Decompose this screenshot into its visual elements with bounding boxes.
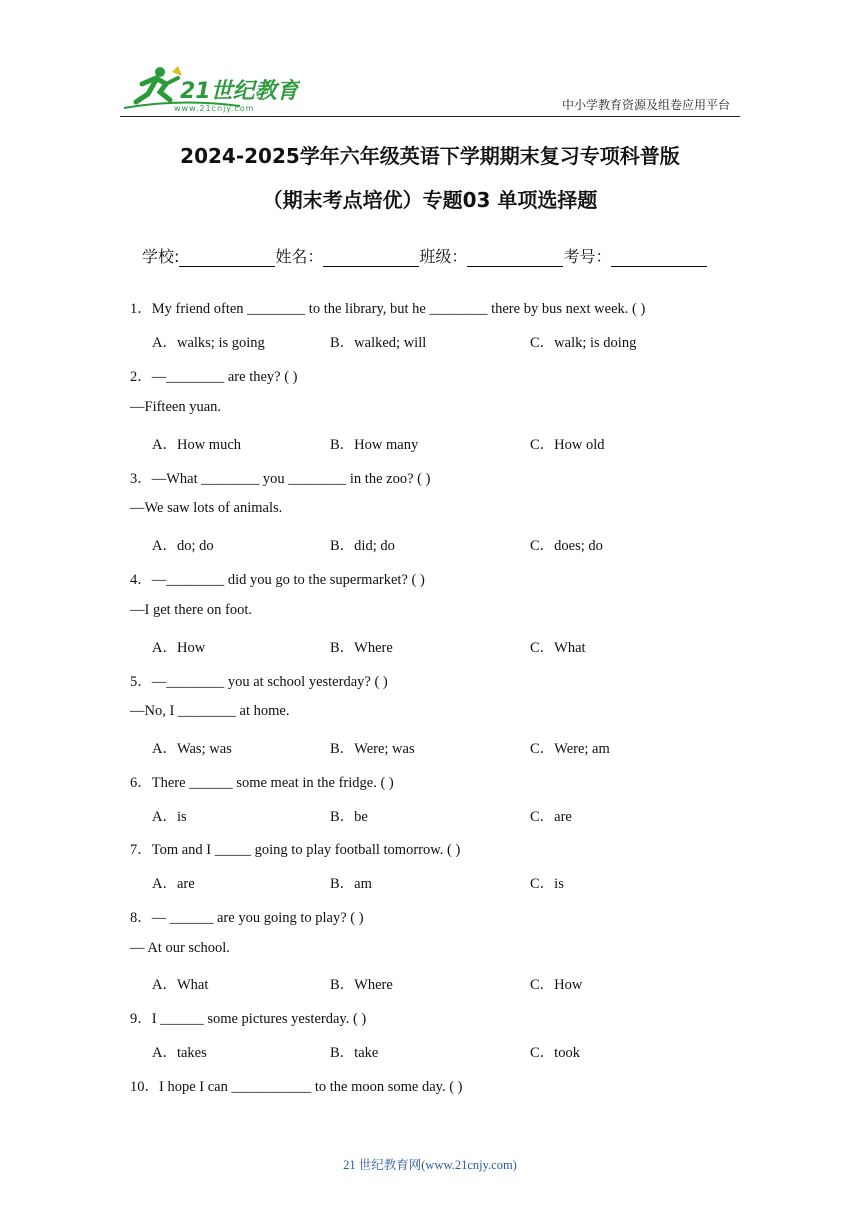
option-a: A．do; do [152, 538, 214, 554]
option-c: C．What [530, 640, 586, 656]
question-stem: 10．I hope I can ___________ to the moon some day. ( ) [130, 1079, 463, 1095]
footer-link[interactable]: 21 世纪教育网(www.21cnjy.com) [343, 1158, 517, 1172]
question-stem: 5．—________ you at school yesterday? ( ) [130, 674, 388, 690]
option-c: C．is [530, 876, 564, 892]
option-a: A．are [152, 876, 195, 892]
option-b: B．Where [330, 977, 393, 993]
logo-21cnjy [120, 62, 300, 114]
option-a: A．How much [152, 437, 242, 453]
page-header [120, 62, 740, 114]
question-stem: 9．I ______ some pictures yesterday. ( ) [130, 1011, 367, 1027]
answer-line: —Fifteen yuan. [130, 399, 222, 415]
answer-line: —We saw lots of animals. [130, 500, 283, 516]
name-blank [323, 248, 419, 267]
question-stem: 7．Tom and I _____ going to play football tomorrow. ( ) [130, 842, 461, 858]
page-subtitle: （期末考点培优）专题03 单项选择题 [262, 188, 598, 212]
class-label: 班级： [419, 247, 468, 266]
class-blank [467, 248, 563, 267]
student-info-line [142, 244, 707, 267]
option-c: C．Were; am [530, 741, 610, 757]
option-a: A．Was; was [152, 741, 232, 757]
option-b: B．Were; was [330, 741, 415, 757]
option-b: B．How many [330, 437, 419, 453]
question-stem: 4．—________ did you go to the supermarket? ( ) [130, 572, 425, 588]
school-label: 学校: [142, 247, 180, 266]
page-title: 2024-2025学年六年级英语下学期期末复习专项科普版 [180, 144, 680, 168]
option-a: A．takes [152, 1045, 207, 1061]
number-blank [611, 248, 707, 267]
answer-line: —No, I ________ at home. [130, 703, 290, 719]
question-stem: 6．There ______ some meat in the fridge. ( ) [130, 775, 394, 791]
option-b: B．did; do [330, 538, 395, 554]
question-stem: 3．—What ________ you ________ in the zoo? ( ) [130, 471, 431, 487]
svg-text:21世纪教育: 21世纪教育 [180, 79, 299, 104]
option-b: B．take [330, 1045, 379, 1061]
option-c: C．walk; is doing [530, 335, 637, 351]
svg-text:www.21cnjy.com: www.21cnjy.com [174, 104, 255, 113]
number-label: 考号： [563, 247, 612, 266]
option-b: B．am [330, 876, 372, 892]
option-a: A．How [152, 640, 206, 656]
answer-line: —I get there on foot. [130, 602, 253, 618]
option-b: B．be [330, 809, 368, 825]
option-c: C．are [530, 809, 572, 825]
option-c: C．How [530, 977, 583, 993]
option-b: B．walked; will [330, 335, 427, 351]
school-blank [179, 248, 275, 267]
option-c: C．does; do [530, 538, 603, 554]
option-a: A．What [152, 977, 209, 993]
option-a: A．is [152, 809, 187, 825]
header-divider [120, 116, 740, 117]
platform-label: 中小学教育资源及组卷应用平台 [561, 98, 730, 112]
question-stem: 2．—________ are they? ( ) [130, 369, 298, 385]
question-stem: 8．— ______ are you going to play? ( ) [130, 910, 364, 926]
question-stem: 1．My friend often ________ to the library, but he ________ there by bus next week. ( ) [130, 301, 646, 317]
option-c: C．How old [530, 437, 605, 453]
name-label: 姓名： [275, 247, 324, 266]
option-c: C．took [530, 1045, 580, 1061]
option-a: A．walks; is going [152, 335, 265, 351]
option-b: B．Where [330, 640, 393, 656]
answer-line: — At our school. [130, 940, 230, 956]
